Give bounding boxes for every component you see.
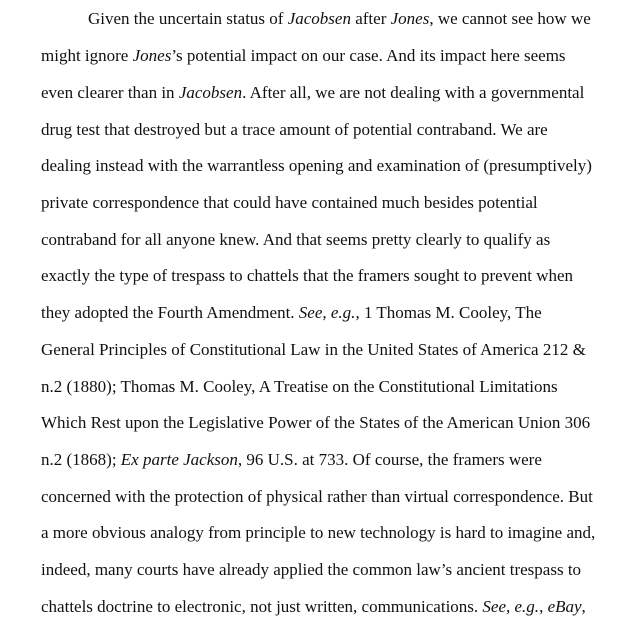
- citation-signal: See, e.g.: [298, 303, 356, 322]
- case-name-jones: Jones: [390, 9, 430, 28]
- text-line: Given the uncertain status of Jacobsen after Jones, we cannot see how we: [88, 9, 591, 28]
- case-name-ex-parte-jackson: Ex parte Jackson: [120, 450, 238, 469]
- text-line: might ignore Jones’s potential impact on our case. And its impact here seems: [41, 46, 566, 65]
- text-line: a more obvious analogy from principle to new technology is hard to imagine and,: [41, 523, 596, 542]
- case-name-ebay: eBay: [547, 597, 582, 616]
- text-line: n.2 (1868); Ex parte Jackson, 96 U.S. at 733. Of course, the framers were: [41, 450, 542, 469]
- text-line: contraband for all anyone knew. And that seems pretty clearly to qualify as: [41, 230, 551, 249]
- citation-signal: See, e.g.: [482, 597, 540, 616]
- text-line: concerned with the protection of physical rather than virtual correspondence. But: [41, 487, 593, 506]
- case-name-jacobsen: Jacobsen: [178, 83, 243, 102]
- text-line: drug test that destroyed but a trace amount of potential contraband. We are: [41, 120, 548, 139]
- text-line: exactly the type of trespass to chattels that the framers sought to prevent when: [41, 266, 574, 285]
- text-line: they adopted the Fourth Amendment. See, e.g., 1 Thomas M. Cooley, The: [41, 303, 542, 322]
- text-line: even clearer than in Jacobsen. After all, we are not dealing with a governmental: [41, 83, 585, 102]
- case-name-jacobsen: Jacobsen: [287, 9, 351, 28]
- text-line: Which Rest upon the Legislative Power of the States of the American Union 306: [41, 413, 591, 432]
- text-line: indeed, many courts have already applied the common law’s ancient trespass to: [41, 560, 582, 579]
- text-line: General Principles of Constitutional Law in the United States of America 212 &: [41, 340, 586, 359]
- text-line: chattels doctrine to electronic, not just written, communications. See, e.g., eBay,: [41, 597, 586, 616]
- case-name-jones: Jones: [132, 46, 172, 65]
- text-line: dealing instead with the warrantless opening and examination of (presumptively): [41, 156, 592, 175]
- text-line: n.2 (1880); Thomas M. Cooley, A Treatise on the Constitutional Limitations: [41, 377, 558, 396]
- text-line: private correspondence that could have contained much besides potential: [41, 193, 538, 212]
